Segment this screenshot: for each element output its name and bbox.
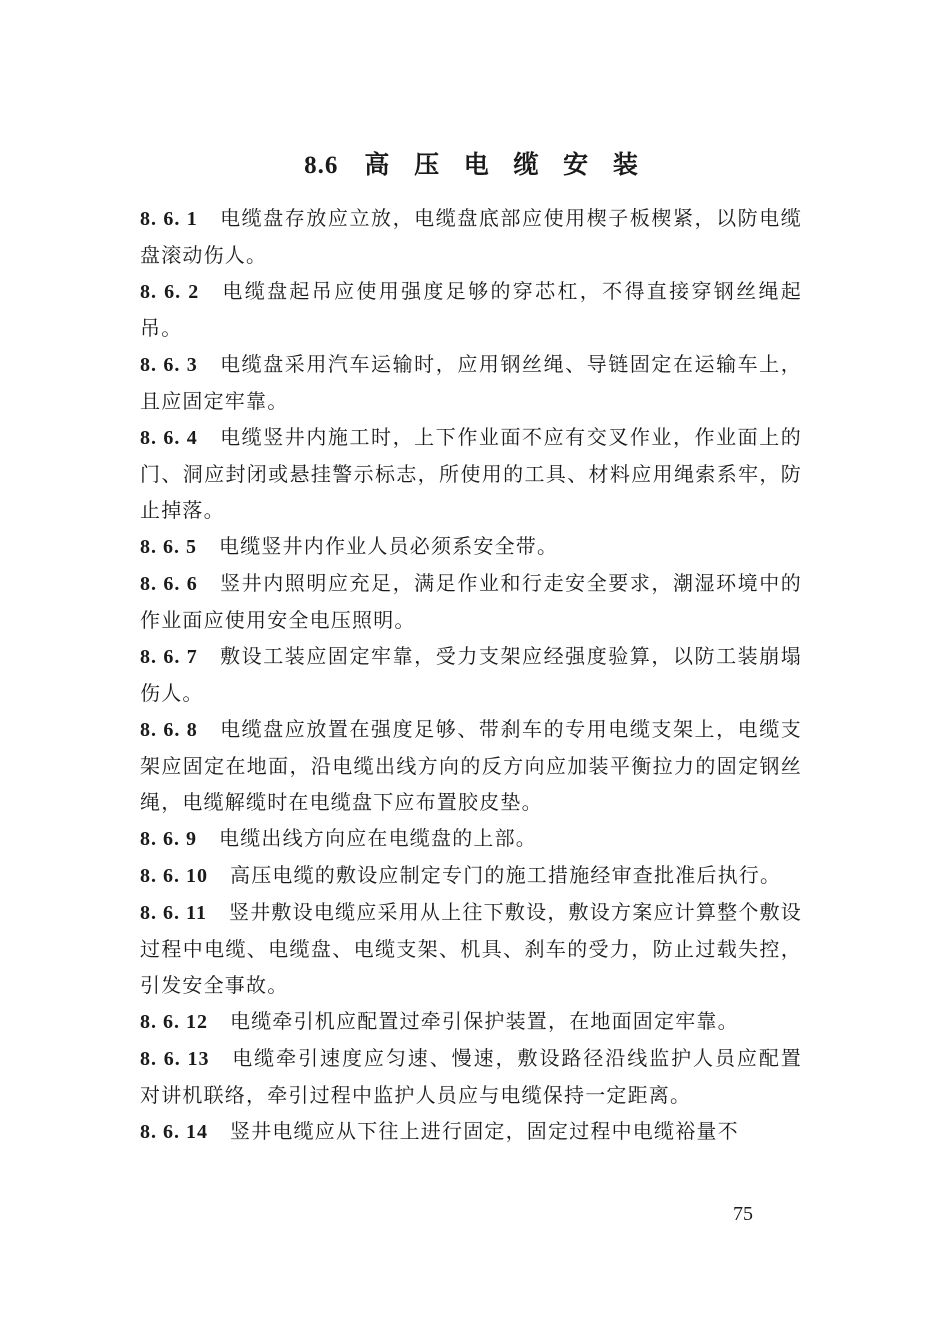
clause-text: 电缆盘采用汽车运输时，应用钢丝绳、导链固定在运输车上，且应固定牢靠。 [140, 352, 802, 413]
clause-text: 电缆盘存放应立放，电缆盘底部应使用楔子板楔紧，以防电缆盘滚动伤人。 [140, 206, 802, 267]
clause-number: 8. 6. 3 [140, 354, 198, 376]
clause-number: 8. 6. 7 [140, 646, 198, 668]
clause-number: 8. 6. 1 [140, 208, 198, 230]
clause-8-6-3 [140, 346, 802, 419]
page-number: 75 [733, 1203, 753, 1225]
clause-8-6-8 [140, 711, 802, 820]
clause-number: 8. 6. 12 [140, 1011, 208, 1033]
clause-text: 电缆竖井内施工时，上下作业面不应有交叉作业，作业面上的门、洞应封闭或悬挂警示标志，所使用的工具、材料应用绳索系牢，防止掉落。 [140, 425, 802, 522]
clause-number: 8. 6. 2 [140, 281, 200, 303]
clause-text: 竖井内照明应充足，满足作业和行走安全要求，潮湿环境中的作业面应使用安全电压照明。 [140, 571, 802, 632]
clause-number: 8. 6. 4 [140, 427, 198, 449]
clause-text: 电缆盘应放置在强度足够、带刹车的专用电缆支架上，电缆支架应固定在地面，沿电缆出线方向的反方向应加装平衡拉力的固定钢丝绳，电缆解缆时在电缆盘下应布置胶皮垫。 [140, 717, 802, 814]
clause-text: 高压电缆的敷设应制定专门的施工措施经审查批准后执行。 [230, 863, 782, 887]
clause-8-6-11 [140, 894, 802, 1003]
clause-number: 8. 6. 9 [140, 828, 197, 850]
clause-text: 电缆牵引速度应匀速、慢速，敷设路径沿线监护人员应配置对讲机联络，牵引过程中监护人员应与电缆保持一定距离。 [140, 1046, 803, 1107]
clause-8-6-10 [140, 857, 802, 894]
clause-text: 电缆牵引机应配置过牵引保护装置，在地面固定牢靠。 [230, 1009, 739, 1033]
clause-text: 敷设工装应固定牢靠，受力支架应经强度验算，以防工装崩塌伤人。 [140, 644, 802, 705]
clause-number: 8. 6. 10 [140, 865, 208, 887]
clause-text: 电缆竖井内作业人员必须系安全带。 [219, 534, 559, 558]
clause-number: 8. 6. 6 [140, 573, 198, 595]
clause-8-6-12 [140, 1003, 802, 1040]
clause-8-6-4 [140, 419, 802, 528]
section-heading [0, 145, 950, 181]
clause-8-6-2 [140, 273, 802, 346]
clause-number: 8. 6. 11 [140, 902, 207, 924]
clause-8-6-9 [140, 820, 802, 857]
clause-list [140, 200, 802, 1150]
clause-8-6-5 [140, 528, 802, 565]
clause-8-6-14 [140, 1113, 802, 1150]
clause-number: 8. 6. 8 [140, 719, 198, 741]
clause-text: 竖井电缆应从下往上进行固定，固定过程中电缆裕量不 [230, 1119, 739, 1143]
clause-8-6-7 [140, 638, 802, 711]
clause-8-6-1 [140, 200, 802, 273]
clause-number: 8. 6. 13 [140, 1048, 210, 1070]
clause-number: 8. 6. 5 [140, 536, 197, 558]
clause-text: 竖井敷设电缆应采用从上往下敷设，敷设方案应计算整个敷设过程中电缆、电缆盘、电缆支架、机具、刹车的受力，防止过载失控，引发安全事故。 [140, 900, 802, 997]
clause-text: 电缆出线方向应在电缆盘的上部。 [219, 826, 537, 850]
clause-text: 电缆盘起吊应使用强度足够的穿芯杠，不得直接穿钢丝绳起吊。 [140, 279, 803, 340]
clause-number: 8. 6. 14 [140, 1121, 208, 1143]
clause-8-6-6 [140, 565, 802, 638]
section-title: 高 压 电 缆 安 装 [364, 150, 646, 179]
section-number: 8.6 [304, 152, 339, 179]
clause-8-6-13 [140, 1040, 802, 1113]
